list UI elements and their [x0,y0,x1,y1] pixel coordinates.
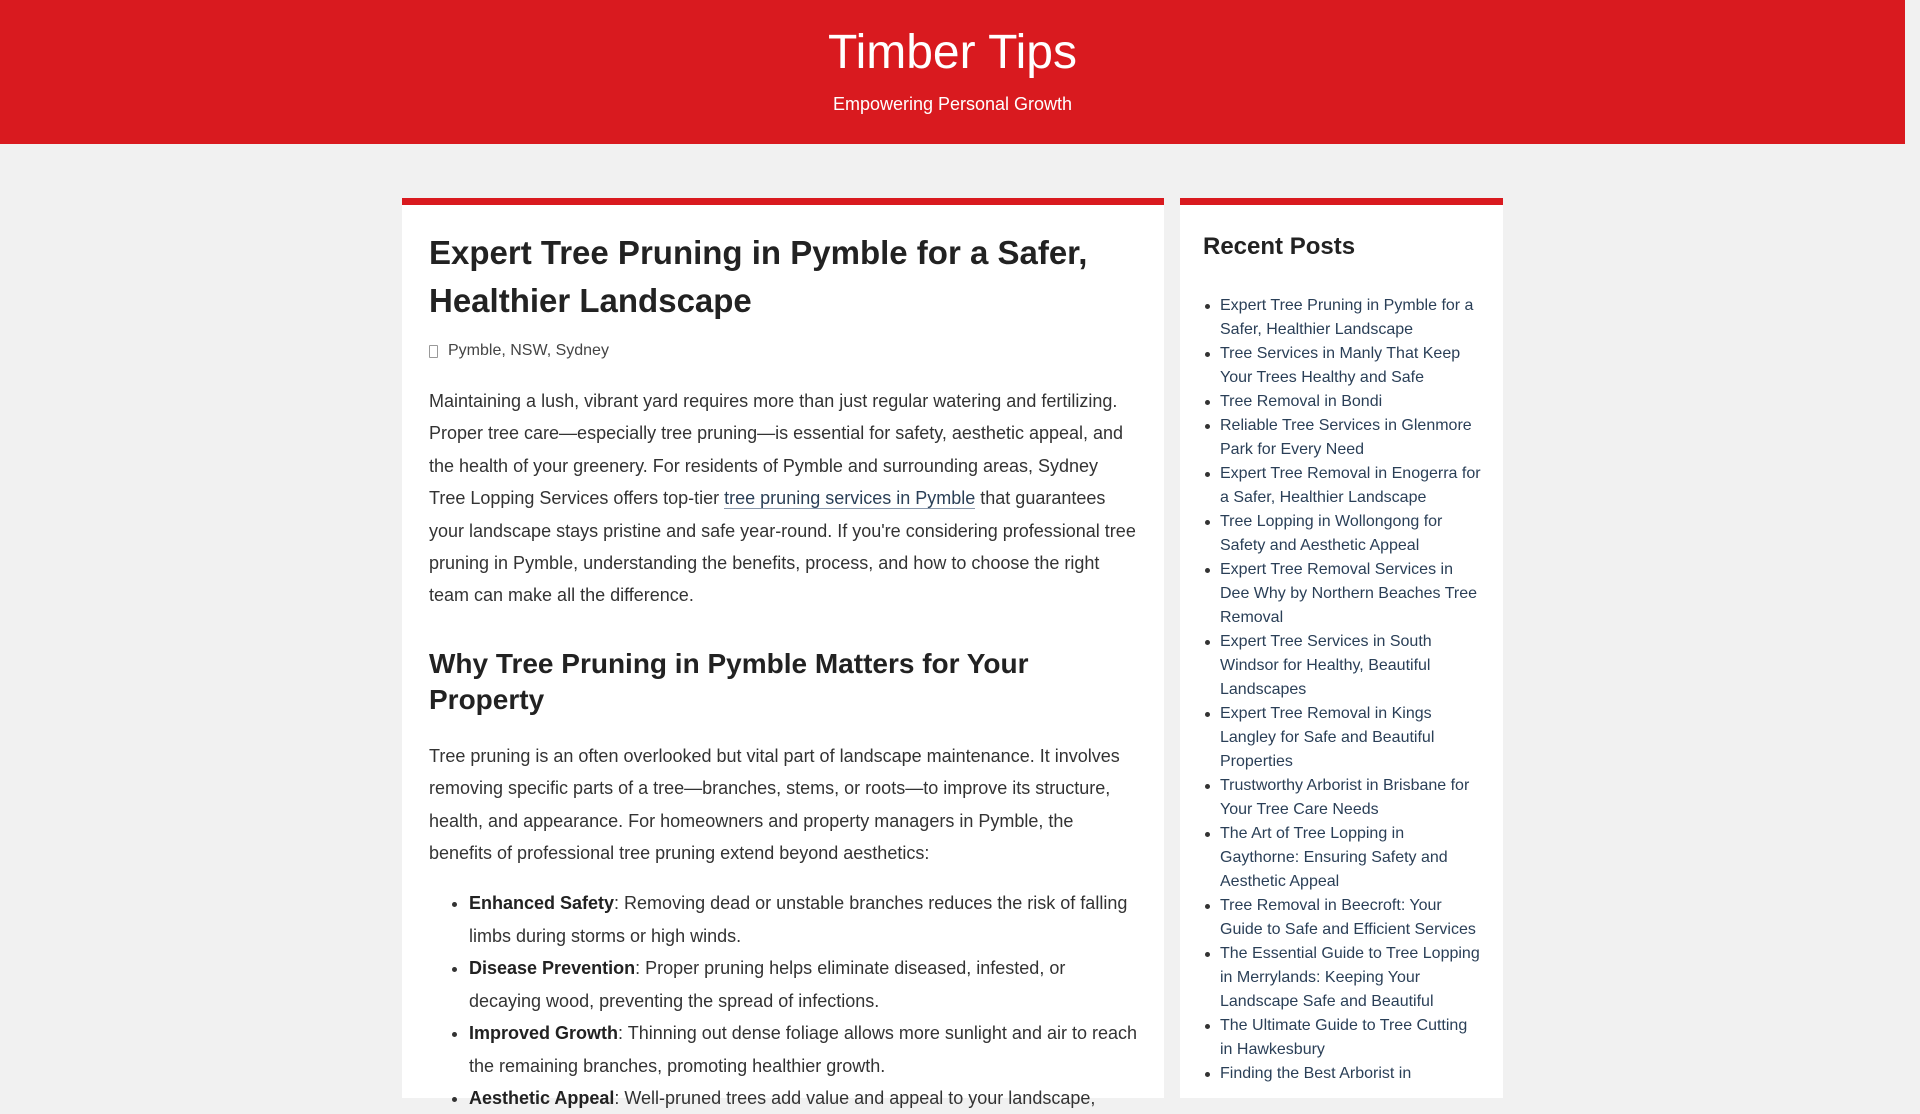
recent-post-item [1220,390,1482,414]
recent-post-item [1220,822,1482,894]
post-categories[interactable]: Pymble, NSW, Sydney [448,342,609,359]
recent-post-item [1220,1014,1482,1062]
site-description: Empowering Personal Growth [832,94,1073,114]
section-heading: Why Tree Pruning in Pymble Matters for Your Property [429,647,1029,715]
recent-post-item [1220,294,1482,342]
site-header [0,0,1905,144]
recent-post-link[interactable]: The Ultimate Guide to Tree Cutting in Hawkesbury [1220,1017,1468,1058]
sidebar [1180,198,1503,1098]
benefit-item: • Disease Prevention: Proper pruning helps eliminate diseased, infested, or decaying wood, preventing the spread of infections. [469,952,1139,1017]
recent-post-link[interactable]: Expert Tree Pruning in Pymble for a Safer, Healthier Landscape [1220,297,1474,338]
recent-post-link[interactable]: Expert Tree Removal in Enogerra for a Safer, Healthier Landscape [1220,465,1481,506]
scrollbar[interactable] [1905,0,1920,1080]
intro-paragraph: Maintaining a lush, vibrant yard requires more than just regular watering and fertilizing. Proper tree care—especially tree pruning—is essential for safety, aesthetic appeal, and the health of your greenery. For residents of Pymble and surrounding areas, Sydney Tree Lopping Services offers top-tier tree pruning services in Pymble that guarantees your landscape stays pristine and safe year-round. If you're considering professional tree pruning in Pymble, understanding the benefits, process, and how to choose the right team can make all the difference. [429,391,1136,606]
recent-post-link[interactable]: The Art of Tree Lopping in Gaythorne: Ensuring Safety and Aesthetic Appeal [1220,825,1448,890]
recent-post-item [1220,894,1482,942]
recent-post-link[interactable]: Finding the Best Arborist in [1220,1065,1412,1082]
recent-post-link[interactable]: Trustworthy Arborist in Brisbane for Your Tree Care Needs [1220,777,1470,818]
section-paragraph: Tree pruning is an often overlooked but vital part of landscape maintenance. It involves removing specific parts of a tree—branches, stems, or roots—to improve its structure, health, and appearance. For homeowners and property managers in Pymble, the benefits of professional tree pruning extend beyond aesthetics: [429,745,1120,864]
recent-post-item [1220,414,1482,462]
recent-post-item [1220,342,1482,390]
recent-post-link[interactable]: Tree Removal in Bondi [1220,393,1383,410]
recent-post-link[interactable]: Tree Removal in Beecroft: Your Guide to Safe and Efficient Services [1220,897,1476,938]
recent-posts-list [1220,294,1482,1086]
main-content [402,198,1164,1108]
site-title[interactable]: Timber Tips [828,26,1077,79]
recent-post-item [1220,462,1482,510]
recent-post-item [1220,774,1482,822]
recent-post-link[interactable]: Tree Lopping in Wollongong for Safety and Aesthetic Appeal [1220,513,1443,554]
post-meta [429,339,1139,363]
benefit-item: • Enhanced Safety: Removing dead or unstable branches reduces the risk of falling limbs during storms or high winds. [469,887,1139,952]
recent-post-link[interactable]: Expert Tree Removal in Kings Langley for Safe and Beautiful Properties [1220,705,1435,770]
post-body [429,385,1139,1114]
recent-post-item [1220,942,1482,1014]
benefit-item: • Improved Growth: Thinning out dense foliage allows more sunlight and air to reach the remaining branches, promoting healthier growth. [469,1017,1139,1082]
benefits-list [429,887,1139,1114]
recent-post-link[interactable]: Expert Tree Services in South Windsor for Healthy, Beautiful Landscapes [1220,633,1432,698]
recent-post-item [1220,630,1482,702]
pruning-services-link[interactable]: tree pruning services in Pymble [724,488,976,509]
recent-post-item [1220,558,1482,630]
recent-post-item [1220,702,1482,774]
post-title: Expert Tree Pruning in Pymble for a Safer, Healthier Landscape [429,234,1088,319]
recent-post-link[interactable]: The Essential Guide to Tree Lopping in Merrylands: Keeping Your Landscape Safe and Beautiful [1220,945,1480,1010]
recent-post-item [1220,510,1482,558]
recent-post-link[interactable]: Expert Tree Removal Services in Dee Why by Northern Beaches Tree Removal [1220,561,1478,626]
recent-posts-title: Recent Posts [1203,233,1356,260]
recent-post-item [1220,1062,1482,1086]
post-article [429,229,1139,1114]
recent-post-link[interactable]: Tree Services in Manly That Keep Your Trees Healthy and Safe [1220,345,1461,386]
folder-icon [429,345,438,358]
recent-post-link[interactable]: Reliable Tree Services in Glenmore Park for Every Need [1220,417,1472,458]
benefit-item: • Aesthetic Appeal: Well-pruned trees add value and appeal to your landscape, [469,1082,1139,1114]
